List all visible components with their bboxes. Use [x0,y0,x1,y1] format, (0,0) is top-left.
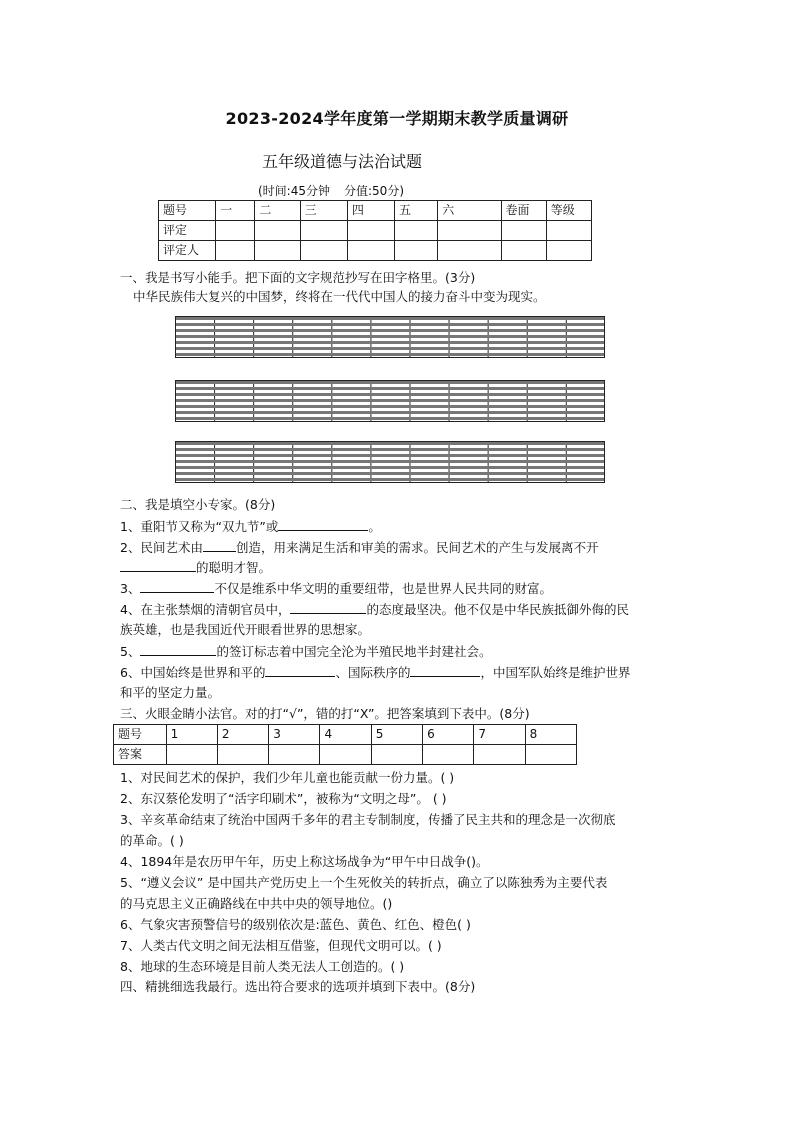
answer-table [113,724,577,765]
exam-meta [258,182,418,199]
question-text: 4、在主张禁烟的清朝官员中， [120,602,291,617]
score-row-label: 评定人 [159,241,216,261]
fill-question-3 [120,578,552,598]
answer-header-cell: 7 [474,725,525,745]
section3-heading: 三、火眼金睛小法官。对的打“√”，错的打“X”。把答案填到下表中。(8分) [120,706,530,721]
question-text: 2、民间艺术由 [120,540,203,555]
answer-header-cell: 6 [423,725,474,745]
score-cell[interactable] [300,241,347,261]
fill-question-6-cont: 和平的坚定力量。 [120,685,221,700]
score-cell[interactable] [300,221,347,241]
question-text: 1、重阳节又称为“双九节”或 [120,519,279,534]
answer-blank[interactable] [203,537,236,552]
score-table-header [159,201,592,221]
exam-time: (时间:45分钟 [258,184,330,198]
question-text: 。 [368,519,381,534]
answer-table-header [114,725,577,745]
answer-blank[interactable] [140,641,216,656]
score-header-cell: 题号 [159,201,216,221]
score-table [158,200,592,261]
question-text: 5、 [120,644,141,659]
fill-question-6 [120,662,631,682]
score-header-cell: 三 [300,201,347,221]
tianzige-row-2[interactable] [175,380,605,422]
judge-question-5: 5、“遵义会议” 是中国共产党历史上一个生死攸关的转折点，确立了以陈独秀为主要代表 [120,875,608,890]
answer-cell[interactable] [423,745,474,765]
answer-blank[interactable] [140,578,214,593]
exam-title: 2023-2024学年度第一学期期末教学质量调研 [225,109,569,128]
score-cell[interactable] [501,221,546,241]
judge-question-2: 2、东汉蔡伦发明了“活字印刷术”，被称为“文明之母”。 ( ) [120,791,447,806]
answer-table-row [114,745,577,765]
answer-cell[interactable] [166,745,217,765]
score-table-row [159,241,592,261]
judge-question-7: 7、人类古代文明之间无法相互借鉴，但现代文明可以。( ) [120,938,442,953]
judge-question-8: 8、地球的生态环境是目前人类无法人工创造的。( ) [120,959,405,974]
score-cell[interactable] [216,241,255,261]
fill-question-4 [120,599,629,619]
tianzige-row-3[interactable] [175,441,605,483]
answer-header-cell: 1 [166,725,217,745]
score-row-label: 评定 [159,221,216,241]
answer-cell[interactable] [269,745,320,765]
score-cell[interactable] [255,221,300,241]
fill-question-2-cont [120,557,271,577]
answer-cell[interactable] [320,745,371,765]
answer-header-cell: 3 [269,725,320,745]
answer-header-cell: 4 [320,725,371,745]
section4-heading: 四、精挑细选我最行。选出符合要求的选项并填到下表中。(8分) [120,979,476,994]
tianzige-row-1[interactable] [175,316,605,358]
score-cell[interactable] [438,241,501,261]
answer-blank[interactable] [410,662,480,677]
answer-header-cell: 2 [217,725,268,745]
question-text: 的态度最坚决。他不仅是中华民族抵御外侮的民 [366,602,629,617]
score-header-cell: 卷面 [501,201,546,221]
exam-score: 分值:50分) [344,184,404,198]
question-text: 的聪明才智。 [196,560,272,575]
fill-question-4-cont: 族英雄，也是我国近代开眼看世界的思想家。 [120,622,371,637]
score-header-cell: 等级 [546,201,591,221]
score-cell[interactable] [546,241,591,261]
score-cell[interactable] [395,241,438,261]
score-header-cell: 五 [395,201,438,221]
judge-question-1: 1、对民间艺术的保护，我们少年儿童也能贡献一份力量。( ) [120,770,455,785]
score-table-row [159,221,592,241]
question-text: 6、中国始终是世界和平的 [120,665,266,680]
answer-cell[interactable] [371,745,422,765]
judge-question-3: 3、辛亥革命结束了统治中国两千多年的君主专制制度，传播了民主共和的理念是一次彻底 [120,812,616,827]
answer-cell[interactable] [525,745,576,765]
score-cell[interactable] [395,221,438,241]
answer-header-cell: 题号 [114,725,167,745]
fill-question-2 [120,537,598,557]
answer-cell[interactable] [474,745,525,765]
answer-row-label: 答案 [114,745,167,765]
answer-blank[interactable] [278,516,368,531]
score-header-cell: 四 [347,201,394,221]
question-text: 3、 [120,581,141,596]
question-text: 、国际秩序的 [335,665,411,680]
fill-question-5 [120,641,491,661]
score-cell[interactable] [347,241,394,261]
exam-subtitle: 五年级道德与法治试题 [262,152,423,171]
score-cell[interactable] [546,221,591,241]
judge-question-4: 4、1894年是农历甲午年，历史上称这场战争为“甲午中日战争()。 [120,854,489,869]
answer-cell[interactable] [217,745,268,765]
question-text: 创造，用来满足生活和审美的需求。民间艺术的产生与发展离不开 [235,540,599,555]
score-header-cell: 二 [255,201,300,221]
score-cell[interactable] [216,221,255,241]
score-cell[interactable] [255,241,300,261]
section1-copy-text: 中华民族伟大复兴的中国梦，终将在一代代中国人的接力奋斗中变为现实。 [133,289,546,304]
judge-question-6: 6、气象灾害预警信号的级别依次是:蓝色、黄色、红色、橙色( ) [120,917,471,932]
answer-header-cell: 8 [525,725,576,745]
section2-heading: 二、我是填空小专家。(8分) [120,497,276,512]
section1-heading: 一、我是书写小能手。把下面的文字规范抄写在田字格里。(3分) [120,270,476,285]
answer-header-cell: 5 [371,725,422,745]
question-text: ，中国军队始终是维护世界 [480,665,631,680]
score-cell[interactable] [438,221,501,241]
question-text: 不仅是维系中华文明的重要纽带，也是世界人民共同的财富。 [214,581,552,596]
answer-blank[interactable] [290,599,366,614]
score-cell[interactable] [501,241,546,261]
fill-question-1 [120,516,381,536]
answer-blank[interactable] [120,557,196,572]
question-text: 的签订标志着中国完全沦为半殖民地半封建社会。 [216,644,492,659]
score-header-cell: 一 [216,201,255,221]
judge-question-3-cont: 的革命。( ) [120,833,184,848]
score-cell[interactable] [347,221,394,241]
judge-question-5-cont: 的马克思主义正确路线在中共中央的领导地位。() [120,896,393,911]
answer-blank[interactable] [265,662,335,677]
score-header-cell: 六 [438,201,501,221]
